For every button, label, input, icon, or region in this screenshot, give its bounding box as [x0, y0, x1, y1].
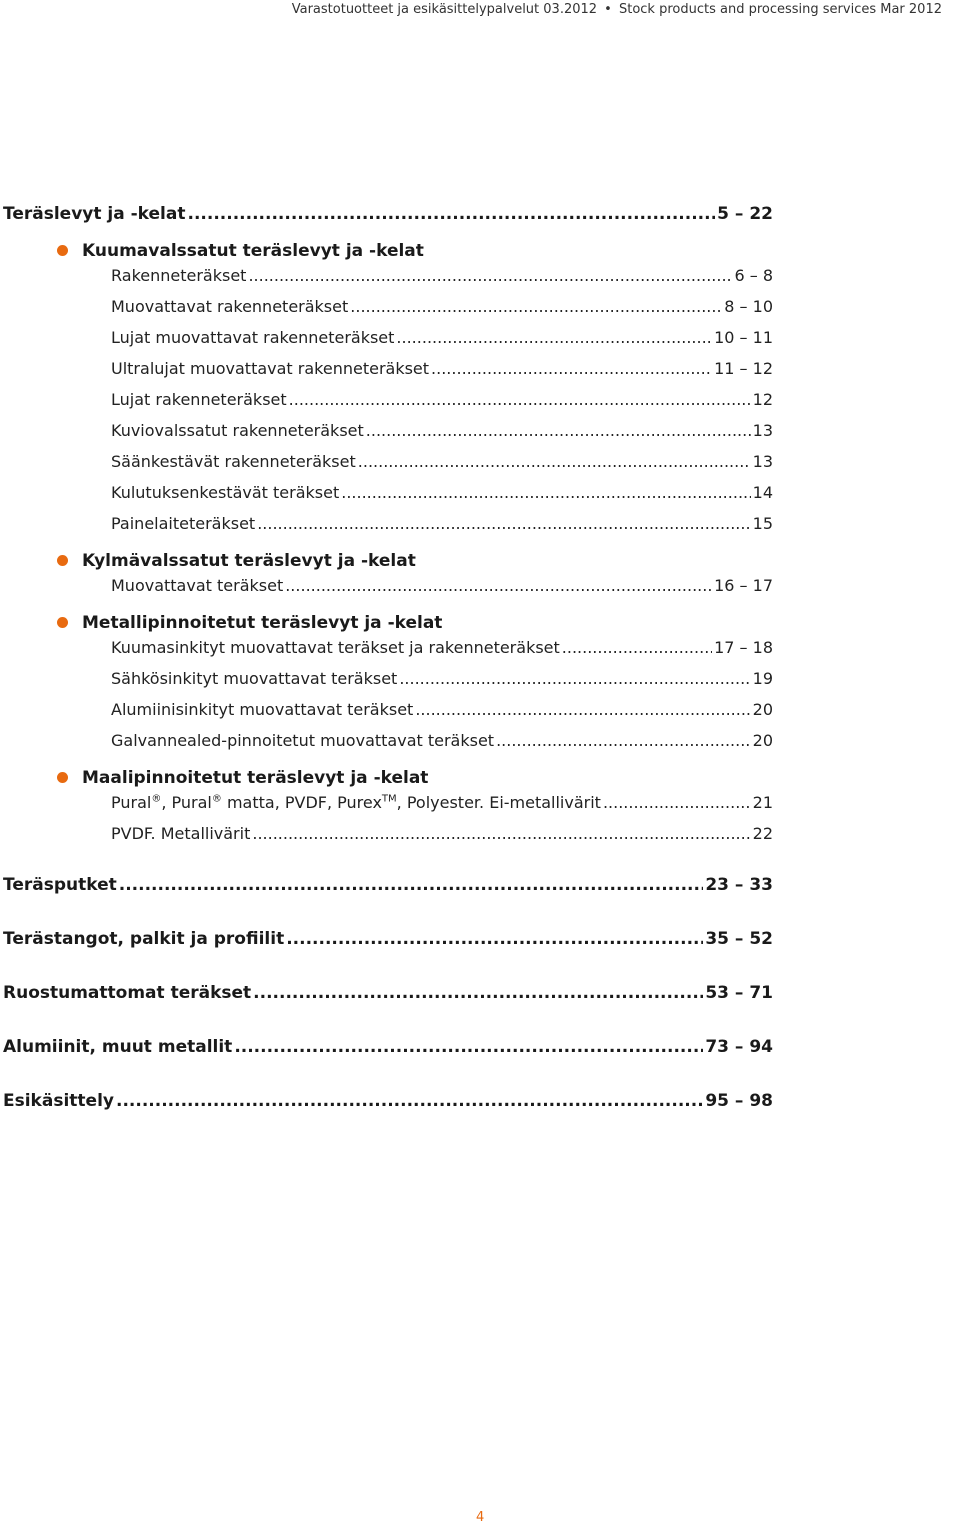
- page-header: [292, 2, 942, 17]
- toc-entry-label: Sähkösinkityt muovattavat teräkset: [111, 669, 398, 688]
- toc-entry-label: Ultralujat muovattavat rakenneteräkset: [111, 359, 430, 378]
- toc-entry[interactable]: [3, 669, 773, 700]
- dot-leader: [415, 700, 750, 719]
- dot-leader: [562, 638, 712, 657]
- toc-section-label: Esikäsittely: [3, 1091, 114, 1111]
- dot-leader: [286, 929, 703, 949]
- toc-entry-pages: 20: [752, 731, 773, 750]
- dot-leader: [119, 875, 704, 895]
- toc-section-terasputket[interactable]: [3, 875, 773, 909]
- toc-section-label: Alumiinit, muut metallit: [3, 1037, 233, 1057]
- bullet-icon: [57, 555, 68, 566]
- dot-leader: [257, 514, 750, 533]
- toc-section-ruostumattomat[interactable]: [3, 983, 773, 1017]
- toc-entry[interactable]: [3, 390, 773, 421]
- toc-entry-pages: 15: [752, 514, 773, 533]
- toc-entry-label: Lujat muovattavat rakenneteräkset: [111, 328, 395, 347]
- toc-page-range: 53 – 71: [705, 983, 773, 1003]
- toc-category-label: Kylmävalssatut teräslevyt ja -kelat: [82, 550, 416, 571]
- toc-section-label: Ruostumattomat teräkset: [3, 983, 252, 1003]
- toc-section-alumiinit[interactable]: [3, 1037, 773, 1071]
- table-of-contents: [3, 204, 773, 1125]
- dot-leader: [366, 421, 751, 440]
- toc-entry-label: Rakenneteräkset: [111, 266, 247, 285]
- toc-entry[interactable]: [3, 700, 773, 731]
- registered-mark: ®: [151, 793, 162, 805]
- dot-leader: [252, 824, 750, 843]
- label-part: matta, PVDF, Purex: [221, 793, 382, 812]
- header-english: Stock products and processing services Mar 2012: [618, 2, 942, 17]
- toc-entry-pages: 13: [752, 421, 773, 440]
- toc-category-kylmavalssatut: [3, 545, 773, 576]
- dot-leader: [234, 1037, 703, 1057]
- toc-page-range: 35 – 52: [705, 929, 773, 949]
- toc-category-label: Maalipinnoitetut teräslevyt ja -kelat: [82, 767, 429, 788]
- toc-entry-label: Kuumasinkityt muovattavat teräkset ja rakenneteräkset: [111, 638, 560, 657]
- toc-section-terastangot[interactable]: [3, 929, 773, 963]
- toc-entry-label: PVDF. Metallivärit: [111, 824, 251, 843]
- toc-entry-pages: 21: [752, 793, 773, 812]
- toc-entry[interactable]: [3, 514, 773, 545]
- toc-entry[interactable]: [3, 421, 773, 452]
- toc-entry-label: Lujat rakenneteräkset: [111, 390, 287, 409]
- toc-entry[interactable]: [3, 297, 773, 328]
- label-part: Pural: [111, 793, 152, 812]
- toc-entry-pages: 16 – 17: [714, 576, 773, 595]
- bullet-icon: [57, 772, 68, 783]
- toc-entry[interactable]: [3, 359, 773, 390]
- toc-entry-label: Säänkestävät rakenneteräkset: [111, 452, 356, 471]
- dot-leader: [253, 983, 703, 1003]
- header-separator: •: [604, 2, 612, 17]
- label-part: , Polyester. Ei-metallivärit: [396, 793, 601, 812]
- toc-entry-pages: 13: [752, 452, 773, 471]
- toc-entry-pages: 19: [752, 669, 773, 688]
- toc-entry[interactable]: [3, 266, 773, 297]
- bullet-icon: [57, 245, 68, 256]
- toc-category-label: Kuumavalssatut teräslevyt ja -kelat: [82, 240, 424, 261]
- dot-leader: [341, 483, 750, 502]
- toc-entry[interactable]: [3, 638, 773, 669]
- toc-entry-pages: 14: [752, 483, 773, 502]
- dot-leader: [431, 359, 712, 378]
- page-number: 4: [476, 1510, 485, 1525]
- toc-section-label: Terästangot, palkit ja profiilit: [3, 929, 285, 949]
- dot-leader: [496, 731, 751, 750]
- toc-section-label: Teräslevyt ja -kelat: [3, 204, 186, 224]
- toc-entry-pages: 11 – 12: [714, 359, 773, 378]
- dot-leader: [396, 328, 712, 347]
- dot-leader: [289, 390, 751, 409]
- toc-entry-label: Muovattavat teräkset: [111, 576, 284, 595]
- toc-section-esikasittely[interactable]: [3, 1091, 773, 1125]
- toc-section-teraslevyt[interactable]: [3, 204, 773, 235]
- toc-entry-pages: 17 – 18: [714, 638, 773, 657]
- dot-leader: [116, 1091, 703, 1111]
- bullet-icon: [57, 617, 68, 628]
- toc-entry[interactable]: [3, 793, 773, 824]
- toc-entry[interactable]: [3, 483, 773, 514]
- dot-leader: [358, 452, 751, 471]
- toc-entry-pages: 6 – 8: [734, 266, 773, 285]
- toc-page-range: 23 – 33: [705, 875, 773, 895]
- toc-page-range: 73 – 94: [705, 1037, 773, 1057]
- toc-entry-pages: 8 – 10: [724, 297, 773, 316]
- toc-page-range: 95 – 98: [705, 1091, 773, 1111]
- toc-entry-label: Alumiinisinkityt muovattavat teräkset: [111, 700, 414, 719]
- toc-entry[interactable]: [3, 824, 773, 855]
- toc-category-maalipinnoitetut: [3, 762, 773, 793]
- dot-leader: [350, 297, 722, 316]
- toc-entry-pages: 22: [752, 824, 773, 843]
- dot-leader: [187, 204, 715, 224]
- toc-entry-label: Galvannealed-pinnoitetut muovattavat teräkset: [111, 731, 495, 750]
- trademark-mark: TM: [381, 793, 397, 805]
- toc-category-kuumavalssatut: [3, 235, 773, 266]
- toc-entry-pages: 20: [752, 700, 773, 719]
- toc-entry[interactable]: [3, 452, 773, 483]
- label-part: , Pural: [161, 793, 212, 812]
- registered-mark: ®: [211, 793, 222, 805]
- toc-category-metallipinnoitetut: [3, 607, 773, 638]
- toc-entry[interactable]: [3, 328, 773, 359]
- toc-entry-label: Kuviovalssatut rakenneteräkset: [111, 421, 364, 440]
- toc-section-label: Teräsputket: [3, 875, 117, 895]
- toc-entry-label: Kulutuksenkestävät teräkset: [111, 483, 340, 502]
- toc-entry-label: Painelaiteteräkset: [111, 514, 256, 533]
- toc-entry-pages: 12: [752, 390, 773, 409]
- dot-leader: [399, 669, 750, 688]
- toc-page-range: 5 – 22: [717, 204, 773, 224]
- toc-entry-label: Muovattavat rakenneteräkset: [111, 297, 349, 316]
- header-finnish: Varastotuotteet ja esikäsittelypalvelut 03.2012: [291, 2, 598, 17]
- dot-leader: [248, 266, 732, 285]
- toc-entry-pages: 10 – 11: [714, 328, 773, 347]
- dot-leader: [285, 576, 712, 595]
- toc-entry-label: [111, 793, 601, 812]
- dot-leader: [603, 793, 751, 812]
- toc-entry[interactable]: [3, 731, 773, 762]
- toc-entry[interactable]: [3, 576, 773, 607]
- toc-category-label: Metallipinnoitetut teräslevyt ja -kelat: [82, 612, 443, 633]
